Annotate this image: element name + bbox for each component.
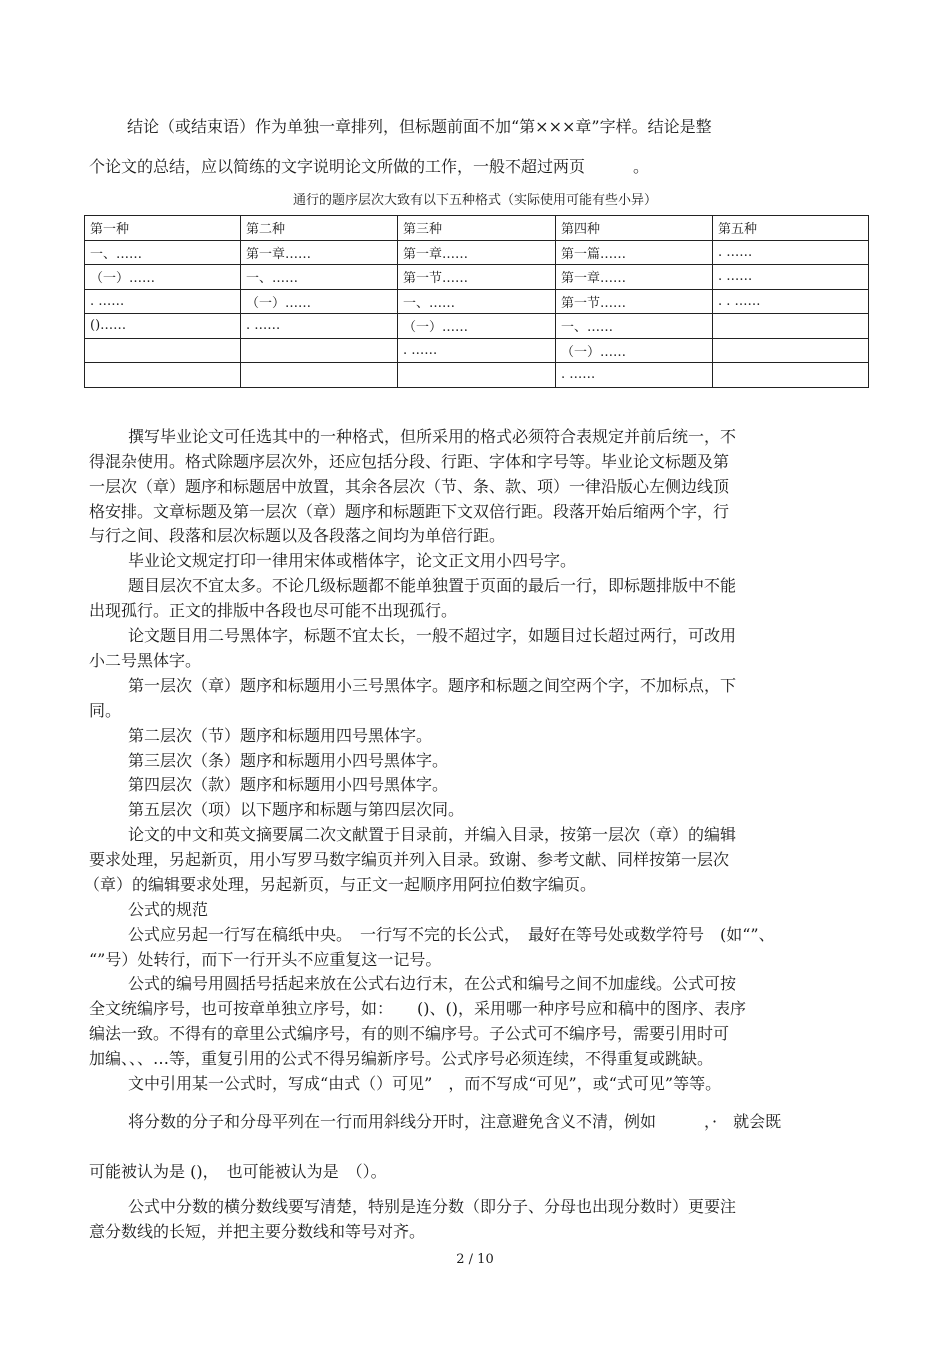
table-cell: . …… — [85, 289, 241, 314]
heading-format-table — [84, 215, 869, 388]
table-cell: 第一节…… — [556, 289, 713, 314]
body-line: 编法一致。不得有的章里公式编序号，有的则不编序号。子公式可不编序号，需要引用时可 — [89, 1024, 730, 1043]
table-cell — [241, 363, 398, 388]
body-line: 同。 — [89, 701, 122, 720]
body-line: 公式的编号用圆括号括起来放在公式右边行末，在公式和编号之间不加虚线。公式可按 — [128, 974, 737, 993]
table-row — [85, 265, 869, 290]
table-cell: （一）…… — [241, 289, 398, 314]
body-line: 公式应另起一行写在稿纸中央。 一行写不完的长公式， 最好在等号处或数学符号 (如“”、 — [128, 925, 775, 944]
body-line: 文中引用某一公式时，写成“由式（）可见” ，而不写成“可见”，或“式可见”等等。 — [128, 1074, 722, 1093]
body-line: 题目层次不宜太多。不论几级标题都不能单独置于页面的最后一行，即标题排版中不能 — [128, 576, 737, 595]
table-cell: ()…… — [85, 314, 241, 339]
table-cell: . …… — [398, 338, 556, 363]
table-cell — [241, 338, 398, 363]
table-cell: 一、…… — [398, 289, 556, 314]
body-line: 得混杂使用。格式除题序层次外，还应包括分段、行距、字体和字号等。毕业论文标题及第 — [89, 452, 730, 471]
table-header-cell: 第四种 — [556, 216, 713, 241]
body-line: 第一层次（章）题序和标题用小三号黑体字。题序和标题之间空两个字，不加标点，下 — [128, 676, 737, 695]
body-line: 第二层次（节）题序和标题用四号黑体字。 — [128, 726, 433, 745]
table-cell — [85, 338, 241, 363]
table-cell: . …… — [556, 363, 713, 388]
table-cell: . …… — [241, 314, 398, 339]
body-line: 与行之间、段落和层次标题以及各段落之间均为单倍行距。 — [89, 526, 506, 545]
page-number: 2 / 10 — [456, 1252, 494, 1267]
body-line: 将分数的分子和分母平列在一行而用斜线分开时，注意避免含义不清，例如 ，· 就会既 — [128, 1112, 782, 1131]
body-line: 公式中分数的横分数线要写清楚，特别是连分数（即分子、分母也出现分数时）更要注 — [128, 1197, 737, 1216]
table-cell: 一、…… — [241, 265, 398, 290]
table-cell: 一、…… — [85, 240, 241, 265]
body-line: 加编、、、…等，重复引用的公式不得另编新序号。公式序号必须连续，不得重复或跳缺。 — [89, 1049, 714, 1068]
body-line: 第四层次（款）题序和标题用小四号黑体字。 — [128, 775, 449, 794]
table-caption: 通行的题序层次大致有以下五种格式（实际使用可能有些小异） — [292, 193, 657, 208]
body-line: 出现孤行。正文的排版中各段也尽可能不出现孤行。 — [89, 601, 458, 620]
table-row — [85, 338, 869, 363]
body-line: 全文统编序号，也可按章单独立序号，如： ()、()，采用哪一种序号应和稿中的图序、表序 — [89, 999, 746, 1018]
body-line: 一层次（章）题序和标题居中放置，其余各层次（节、条、款、项）一律沿版心左侧边线顶 — [89, 477, 730, 496]
table-cell: 一、…… — [556, 314, 713, 339]
body-line: 小二号黑体字。 — [89, 651, 202, 670]
body-line: 要求处理，另起新页，用小写罗马数字编页并列入目录。致谢、参考文献、同样按第一层次 — [89, 850, 730, 869]
body-line: 毕业论文规定打印一律用宋体或楷体字，论文正文用小四号字。 — [128, 551, 577, 570]
table-cell — [398, 363, 556, 388]
body-line: 论文的中文和英文摘要属二次文献置于目录前，并编入目录，按第一层次（章）的编辑 — [128, 825, 737, 844]
body-line: 公式的规范 — [128, 900, 209, 919]
table-cell: 第一章…… — [398, 240, 556, 265]
table-cell: （一）…… — [85, 265, 241, 290]
body-line: 第三层次（条）题序和标题用小四号黑体字。 — [128, 751, 449, 770]
body-line: 格安排。文章标题及第一层次（章）题序和标题距下文双倍行距。段落开始后缩两个字，行 — [89, 502, 730, 521]
table-cell: 第一篇…… — [556, 240, 713, 265]
table-cell: 第一章…… — [556, 265, 713, 290]
table-header-cell: 第三种 — [398, 216, 556, 241]
table-header-row — [85, 216, 869, 241]
table-row — [85, 289, 869, 314]
body-line: “”号）处转行，而下一行开头不应重复这一记号。 — [89, 950, 442, 969]
table-row — [85, 314, 869, 339]
intro-line: 结论（或结束语）作为单独一章排列，但标题前面不加“第×××章”字样。结论是整 — [127, 117, 712, 136]
table-row — [85, 240, 869, 265]
body-line: 可能被认为是 ()， 也可能被认为是 （）。 — [89, 1162, 387, 1181]
table-cell — [713, 314, 869, 339]
table-header-cell: 第一种 — [85, 216, 241, 241]
table-cell: . …… — [713, 240, 869, 265]
table-cell: （一）…… — [398, 314, 556, 339]
table-cell: . …… — [713, 265, 869, 290]
table-cell — [85, 363, 241, 388]
intro-line: 个论文的总结，应以简练的文字说明论文所做的工作，一般不超过两页 。 — [89, 157, 650, 176]
body-line: 论文题目用二号黑体字，标题不宜太长，一般不超过字，如题目过长超过两行，可改用 — [128, 626, 737, 645]
body-line: 意分数线的长短，并把主要分数线和等号对齐。 — [89, 1222, 426, 1241]
table-cell — [713, 363, 869, 388]
table-cell: 第一章…… — [241, 240, 398, 265]
table-cell: （一）…… — [556, 338, 713, 363]
table-cell — [713, 338, 869, 363]
body-line: （章）的编辑要求处理，另起新页，与正文一起顺序用阿拉伯数字编页。 — [84, 875, 597, 894]
body-line: 第五层次（项）以下题序和标题与第四层次同。 — [128, 800, 465, 819]
table-header-cell: 第二种 — [241, 216, 398, 241]
table-row — [85, 363, 869, 388]
table-cell: 第一节…… — [398, 265, 556, 290]
table-cell: . . …… — [713, 289, 869, 314]
table-header-cell: 第五种 — [713, 216, 869, 241]
body-line: 撰写毕业论文可任选其中的一种格式，但所采用的格式必须符合表规定并前后统一，不 — [128, 427, 737, 446]
